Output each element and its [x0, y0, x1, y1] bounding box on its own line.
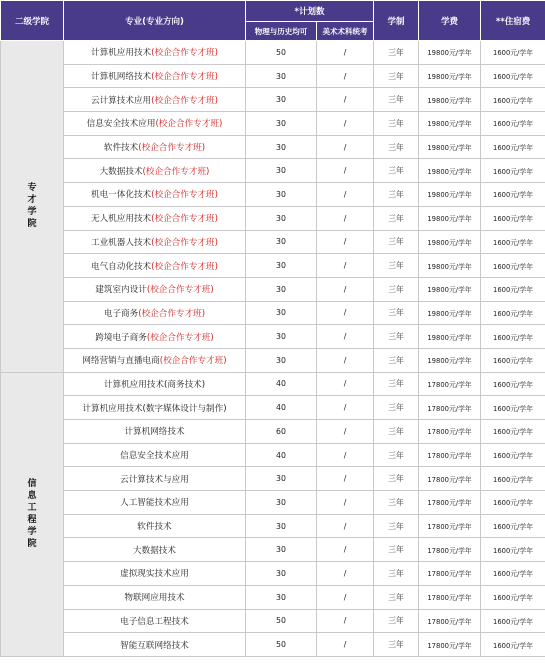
table-row	[1, 230, 545, 254]
major-cell	[64, 41, 246, 65]
art-count-cell: /	[317, 159, 374, 183]
duration-cell: 三年	[374, 562, 419, 586]
tuition-cell: 17800元/学年	[419, 396, 481, 420]
table-row	[1, 491, 545, 515]
tuition-cell: 19800元/学年	[419, 159, 481, 183]
major-cell	[64, 159, 246, 183]
tuition-cell: 17800元/学年	[419, 491, 481, 515]
major-program-tag: (校企合作专才班)	[138, 143, 206, 154]
art-count-cell: /	[317, 633, 374, 657]
housing-cell: 1600元/学年	[481, 467, 545, 491]
housing-cell: 1600元/学年	[481, 112, 545, 136]
tuition-cell: 19800元/学年	[419, 254, 481, 278]
duration-cell: 三年	[374, 514, 419, 538]
table-row	[1, 514, 545, 538]
plan-count-cell: 30	[246, 538, 317, 562]
table-row	[1, 135, 545, 159]
art-count-cell: /	[317, 585, 374, 609]
duration-cell: 三年	[374, 64, 419, 88]
art-count-cell: /	[317, 41, 374, 65]
tuition-cell: 19800元/学年	[419, 135, 481, 159]
art-count-cell: /	[317, 112, 374, 136]
major-cell	[64, 112, 246, 136]
major-name: 计算机网络技术	[124, 427, 185, 438]
tuition-cell: 17800元/学年	[419, 585, 481, 609]
header-plan-physics-history: 物理与历史均可	[246, 22, 317, 41]
tuition-cell: 19800元/学年	[419, 41, 481, 65]
major-cell	[64, 585, 246, 609]
plan-count-cell: 50	[246, 41, 317, 65]
major-cell	[64, 633, 246, 657]
art-count-cell: /	[317, 206, 374, 230]
housing-cell: 1600元/学年	[481, 41, 545, 65]
housing-cell: 1600元/学年	[481, 159, 545, 183]
housing-cell: 1600元/学年	[481, 135, 545, 159]
table-row	[1, 585, 545, 609]
art-count-cell: /	[317, 562, 374, 586]
major-name: 大数据技术	[133, 545, 176, 556]
major-program-tag: (校企合作专才班)	[155, 119, 223, 130]
housing-cell: 1600元/学年	[481, 206, 545, 230]
major-name: 计算机网络技术	[90, 72, 152, 83]
plan-count-cell: 30	[246, 206, 317, 230]
major-cell	[64, 64, 246, 88]
major-cell	[64, 348, 246, 372]
table-row	[1, 64, 545, 88]
housing-cell: 1600元/学年	[481, 348, 545, 372]
table-row	[1, 396, 545, 420]
duration-cell: 三年	[374, 301, 419, 325]
housing-cell: 1600元/学年	[481, 633, 545, 657]
table-row	[1, 562, 545, 586]
plan-count-cell: 30	[246, 562, 317, 586]
table-row	[1, 88, 545, 112]
table-row	[1, 41, 545, 65]
plan-count-cell: 60	[246, 420, 317, 444]
art-count-cell: /	[317, 420, 374, 444]
art-count-cell: /	[317, 609, 374, 633]
tuition-cell: 17800元/学年	[419, 443, 481, 467]
plan-count-cell: 30	[246, 112, 317, 136]
table-row	[1, 538, 545, 562]
duration-cell: 三年	[374, 230, 419, 254]
major-name: 无人机应用技术	[90, 214, 152, 225]
table-row	[1, 467, 545, 491]
plan-count-cell: 30	[246, 348, 317, 372]
housing-cell: 1600元/学年	[481, 538, 545, 562]
duration-cell: 三年	[374, 633, 419, 657]
header-major: 专业(专业方向)	[64, 1, 246, 41]
housing-cell: 1600元/学年	[481, 64, 545, 88]
duration-cell: 三年	[374, 443, 419, 467]
duration-cell: 三年	[374, 206, 419, 230]
tuition-cell: 19800元/学年	[419, 112, 481, 136]
housing-cell: 1600元/学年	[481, 396, 545, 420]
major-name: 智能互联网络技术	[120, 640, 189, 651]
art-count-cell: /	[317, 348, 374, 372]
plan-count-cell: 30	[246, 277, 317, 301]
header-plan-art: 美术术科统考	[317, 22, 374, 41]
major-cell	[64, 254, 246, 278]
duration-cell: 三年	[374, 183, 419, 207]
duration-cell: 三年	[374, 420, 419, 444]
housing-cell: 1600元/学年	[481, 443, 545, 467]
major-program-tag: (校企合作专才班)	[151, 48, 219, 59]
housing-cell: 1600元/学年	[481, 254, 545, 278]
plan-count-cell: 30	[246, 135, 317, 159]
major-cell	[64, 514, 246, 538]
art-count-cell: /	[317, 491, 374, 515]
major-name: 计算机应用技术(商务技术)	[103, 379, 206, 390]
plan-count-cell: 30	[246, 159, 317, 183]
tuition-cell: 19800元/学年	[419, 206, 481, 230]
duration-cell: 三年	[374, 609, 419, 633]
housing-cell: 1600元/学年	[481, 277, 545, 301]
art-count-cell: /	[317, 135, 374, 159]
housing-cell: 1600元/学年	[481, 585, 545, 609]
plan-count-cell: 30	[246, 325, 317, 349]
table-row	[1, 348, 545, 372]
tuition-cell: 17800元/学年	[419, 562, 481, 586]
table-row	[1, 301, 545, 325]
table-body	[1, 41, 545, 657]
tuition-cell: 19800元/学年	[419, 301, 481, 325]
header-tuition: 学费	[419, 1, 481, 41]
duration-cell: 三年	[374, 112, 419, 136]
table-row	[1, 277, 545, 301]
housing-cell: 1600元/学年	[481, 562, 545, 586]
duration-cell: 三年	[374, 325, 419, 349]
table-row	[1, 254, 545, 278]
art-count-cell: /	[317, 254, 374, 278]
header-college: 二级学院	[1, 1, 64, 41]
duration-cell: 三年	[374, 348, 419, 372]
tuition-cell: 17800元/学年	[419, 467, 481, 491]
plan-count-cell: 30	[246, 585, 317, 609]
art-count-cell: /	[317, 230, 374, 254]
table-row	[1, 372, 545, 396]
plan-count-cell: 30	[246, 467, 317, 491]
major-program-tag: (校企合作专才班)	[151, 95, 219, 106]
art-count-cell: /	[317, 514, 374, 538]
college-cell	[1, 41, 64, 373]
major-program-tag: (校企合作专才班)	[146, 332, 214, 343]
plan-count-cell: 50	[246, 633, 317, 657]
duration-cell: 三年	[374, 88, 419, 112]
table-row	[1, 325, 545, 349]
college-name: 信息工程学院	[27, 479, 37, 550]
plan-count-cell: 40	[246, 443, 317, 467]
tuition-cell: 19800元/学年	[419, 325, 481, 349]
major-cell	[64, 277, 246, 301]
art-count-cell: /	[317, 443, 374, 467]
major-name: 计算机应用技术(数字媒体设计与制作)	[82, 403, 227, 414]
tuition-cell: 19800元/学年	[419, 348, 481, 372]
art-count-cell: /	[317, 277, 374, 301]
major-name: 虚拟现实技术应用	[120, 569, 189, 580]
duration-cell: 三年	[374, 254, 419, 278]
major-name: 大数据技术	[99, 166, 143, 177]
table-header	[1, 1, 545, 41]
major-name: 物联网应用技术	[124, 593, 185, 604]
art-count-cell: /	[317, 64, 374, 88]
housing-cell: 1600元/学年	[481, 420, 545, 444]
major-name: 云计算技术与应用	[120, 474, 189, 485]
tuition-cell: 19800元/学年	[419, 64, 481, 88]
table-row	[1, 633, 545, 657]
college-name: 专才学院	[27, 183, 37, 230]
duration-cell: 三年	[374, 585, 419, 609]
table-row	[1, 112, 545, 136]
major-program-tag: (校企合作专才班)	[151, 214, 219, 225]
table-row	[1, 183, 545, 207]
duration-cell: 三年	[374, 538, 419, 562]
table-row	[1, 420, 545, 444]
table-row	[1, 443, 545, 467]
major-program-tag: (校企合作专才班)	[151, 72, 219, 83]
plan-count-cell: 50	[246, 609, 317, 633]
major-cell	[64, 396, 246, 420]
major-cell	[64, 467, 246, 491]
art-count-cell: /	[317, 301, 374, 325]
duration-cell: 三年	[374, 491, 419, 515]
duration-cell: 三年	[374, 135, 419, 159]
major-name: 计算机应用技术	[90, 48, 152, 59]
art-count-cell: /	[317, 325, 374, 349]
major-program-tag: (校企合作专才班)	[146, 285, 214, 296]
tuition-cell: 17800元/学年	[419, 514, 481, 538]
major-name: 机电一体化技术	[90, 190, 152, 201]
major-cell	[64, 420, 246, 444]
housing-cell: 1600元/学年	[481, 609, 545, 633]
major-cell	[64, 372, 246, 396]
major-name: 云计算技术应用	[90, 95, 152, 106]
art-count-cell: /	[317, 88, 374, 112]
plan-count-cell: 40	[246, 372, 317, 396]
duration-cell: 三年	[374, 467, 419, 491]
art-count-cell: /	[317, 183, 374, 207]
major-cell	[64, 443, 246, 467]
plan-count-cell: 40	[246, 396, 317, 420]
header-duration: 学制	[374, 1, 419, 41]
duration-cell: 三年	[374, 277, 419, 301]
major-cell	[64, 206, 246, 230]
art-count-cell: /	[317, 467, 374, 491]
major-name: 建筑室内设计	[95, 285, 147, 296]
header-plan: *计划数	[246, 1, 374, 22]
table-row	[1, 609, 545, 633]
table-row	[1, 206, 545, 230]
major-name: 电气自动化技术	[90, 261, 152, 272]
major-name: 工业机器人技术	[90, 237, 152, 248]
major-name: 软件技术	[137, 522, 172, 533]
art-count-cell: /	[317, 538, 374, 562]
housing-cell: 1600元/学年	[481, 491, 545, 515]
major-name: 电子信息工程技术	[120, 616, 189, 627]
plan-count-cell: 30	[246, 64, 317, 88]
housing-cell: 1600元/学年	[481, 301, 545, 325]
major-name: 电子商务	[103, 308, 139, 319]
major-cell	[64, 609, 246, 633]
plan-count-cell: 30	[246, 491, 317, 515]
art-count-cell: /	[317, 396, 374, 420]
tuition-cell: 19800元/学年	[419, 88, 481, 112]
major-name: 软件技术	[103, 143, 139, 154]
major-program-tag: (校企合作专才班)	[151, 261, 219, 272]
tuition-cell: 19800元/学年	[419, 277, 481, 301]
housing-cell: 1600元/学年	[481, 372, 545, 396]
tuition-cell: 17800元/学年	[419, 372, 481, 396]
table-row	[1, 159, 545, 183]
art-count-cell: /	[317, 372, 374, 396]
major-program-tag: (校企合作专才班)	[151, 190, 219, 201]
major-cell	[64, 135, 246, 159]
major-program-tag: (校企合作专才班)	[138, 308, 206, 319]
major-cell	[64, 538, 246, 562]
tuition-cell: 19800元/学年	[419, 230, 481, 254]
tuition-cell: 17800元/学年	[419, 420, 481, 444]
major-cell	[64, 230, 246, 254]
major-name: 跨境电子商务	[95, 332, 147, 343]
major-cell	[64, 562, 246, 586]
duration-cell: 三年	[374, 396, 419, 420]
tuition-cell: 19800元/学年	[419, 183, 481, 207]
duration-cell: 三年	[374, 372, 419, 396]
major-cell	[64, 183, 246, 207]
major-cell	[64, 491, 246, 515]
tuition-cell: 17800元/学年	[419, 538, 481, 562]
major-program-tag: (校企合作专才班)	[142, 166, 210, 177]
housing-cell: 1600元/学年	[481, 514, 545, 538]
major-cell	[64, 301, 246, 325]
tuition-cell: 17800元/学年	[419, 609, 481, 633]
major-cell	[64, 325, 246, 349]
housing-cell: 1600元/学年	[481, 325, 545, 349]
major-name: 人工智能技术应用	[120, 498, 189, 509]
plan-count-cell: 30	[246, 254, 317, 278]
plan-count-cell: 30	[246, 88, 317, 112]
plan-count-cell: 30	[246, 230, 317, 254]
major-program-tag: (校企合作专才班)	[159, 356, 227, 367]
housing-cell: 1600元/学年	[481, 230, 545, 254]
major-name: 网络营销与直播电商	[82, 356, 160, 367]
housing-cell: 1600元/学年	[481, 88, 545, 112]
header-housing: **住宿费	[481, 1, 545, 41]
plan-count-cell: 30	[246, 301, 317, 325]
duration-cell: 三年	[374, 41, 419, 65]
plan-count-cell: 30	[246, 183, 317, 207]
housing-cell: 1600元/学年	[481, 183, 545, 207]
major-name: 信息安全技术应用	[120, 451, 189, 462]
college-cell	[1, 372, 64, 656]
duration-cell: 三年	[374, 159, 419, 183]
major-cell	[64, 88, 246, 112]
tuition-cell: 17800元/学年	[419, 633, 481, 657]
plan-count-cell: 30	[246, 514, 317, 538]
major-name: 信息安全技术应用	[86, 119, 156, 130]
major-program-tag: (校企合作专才班)	[151, 237, 219, 248]
